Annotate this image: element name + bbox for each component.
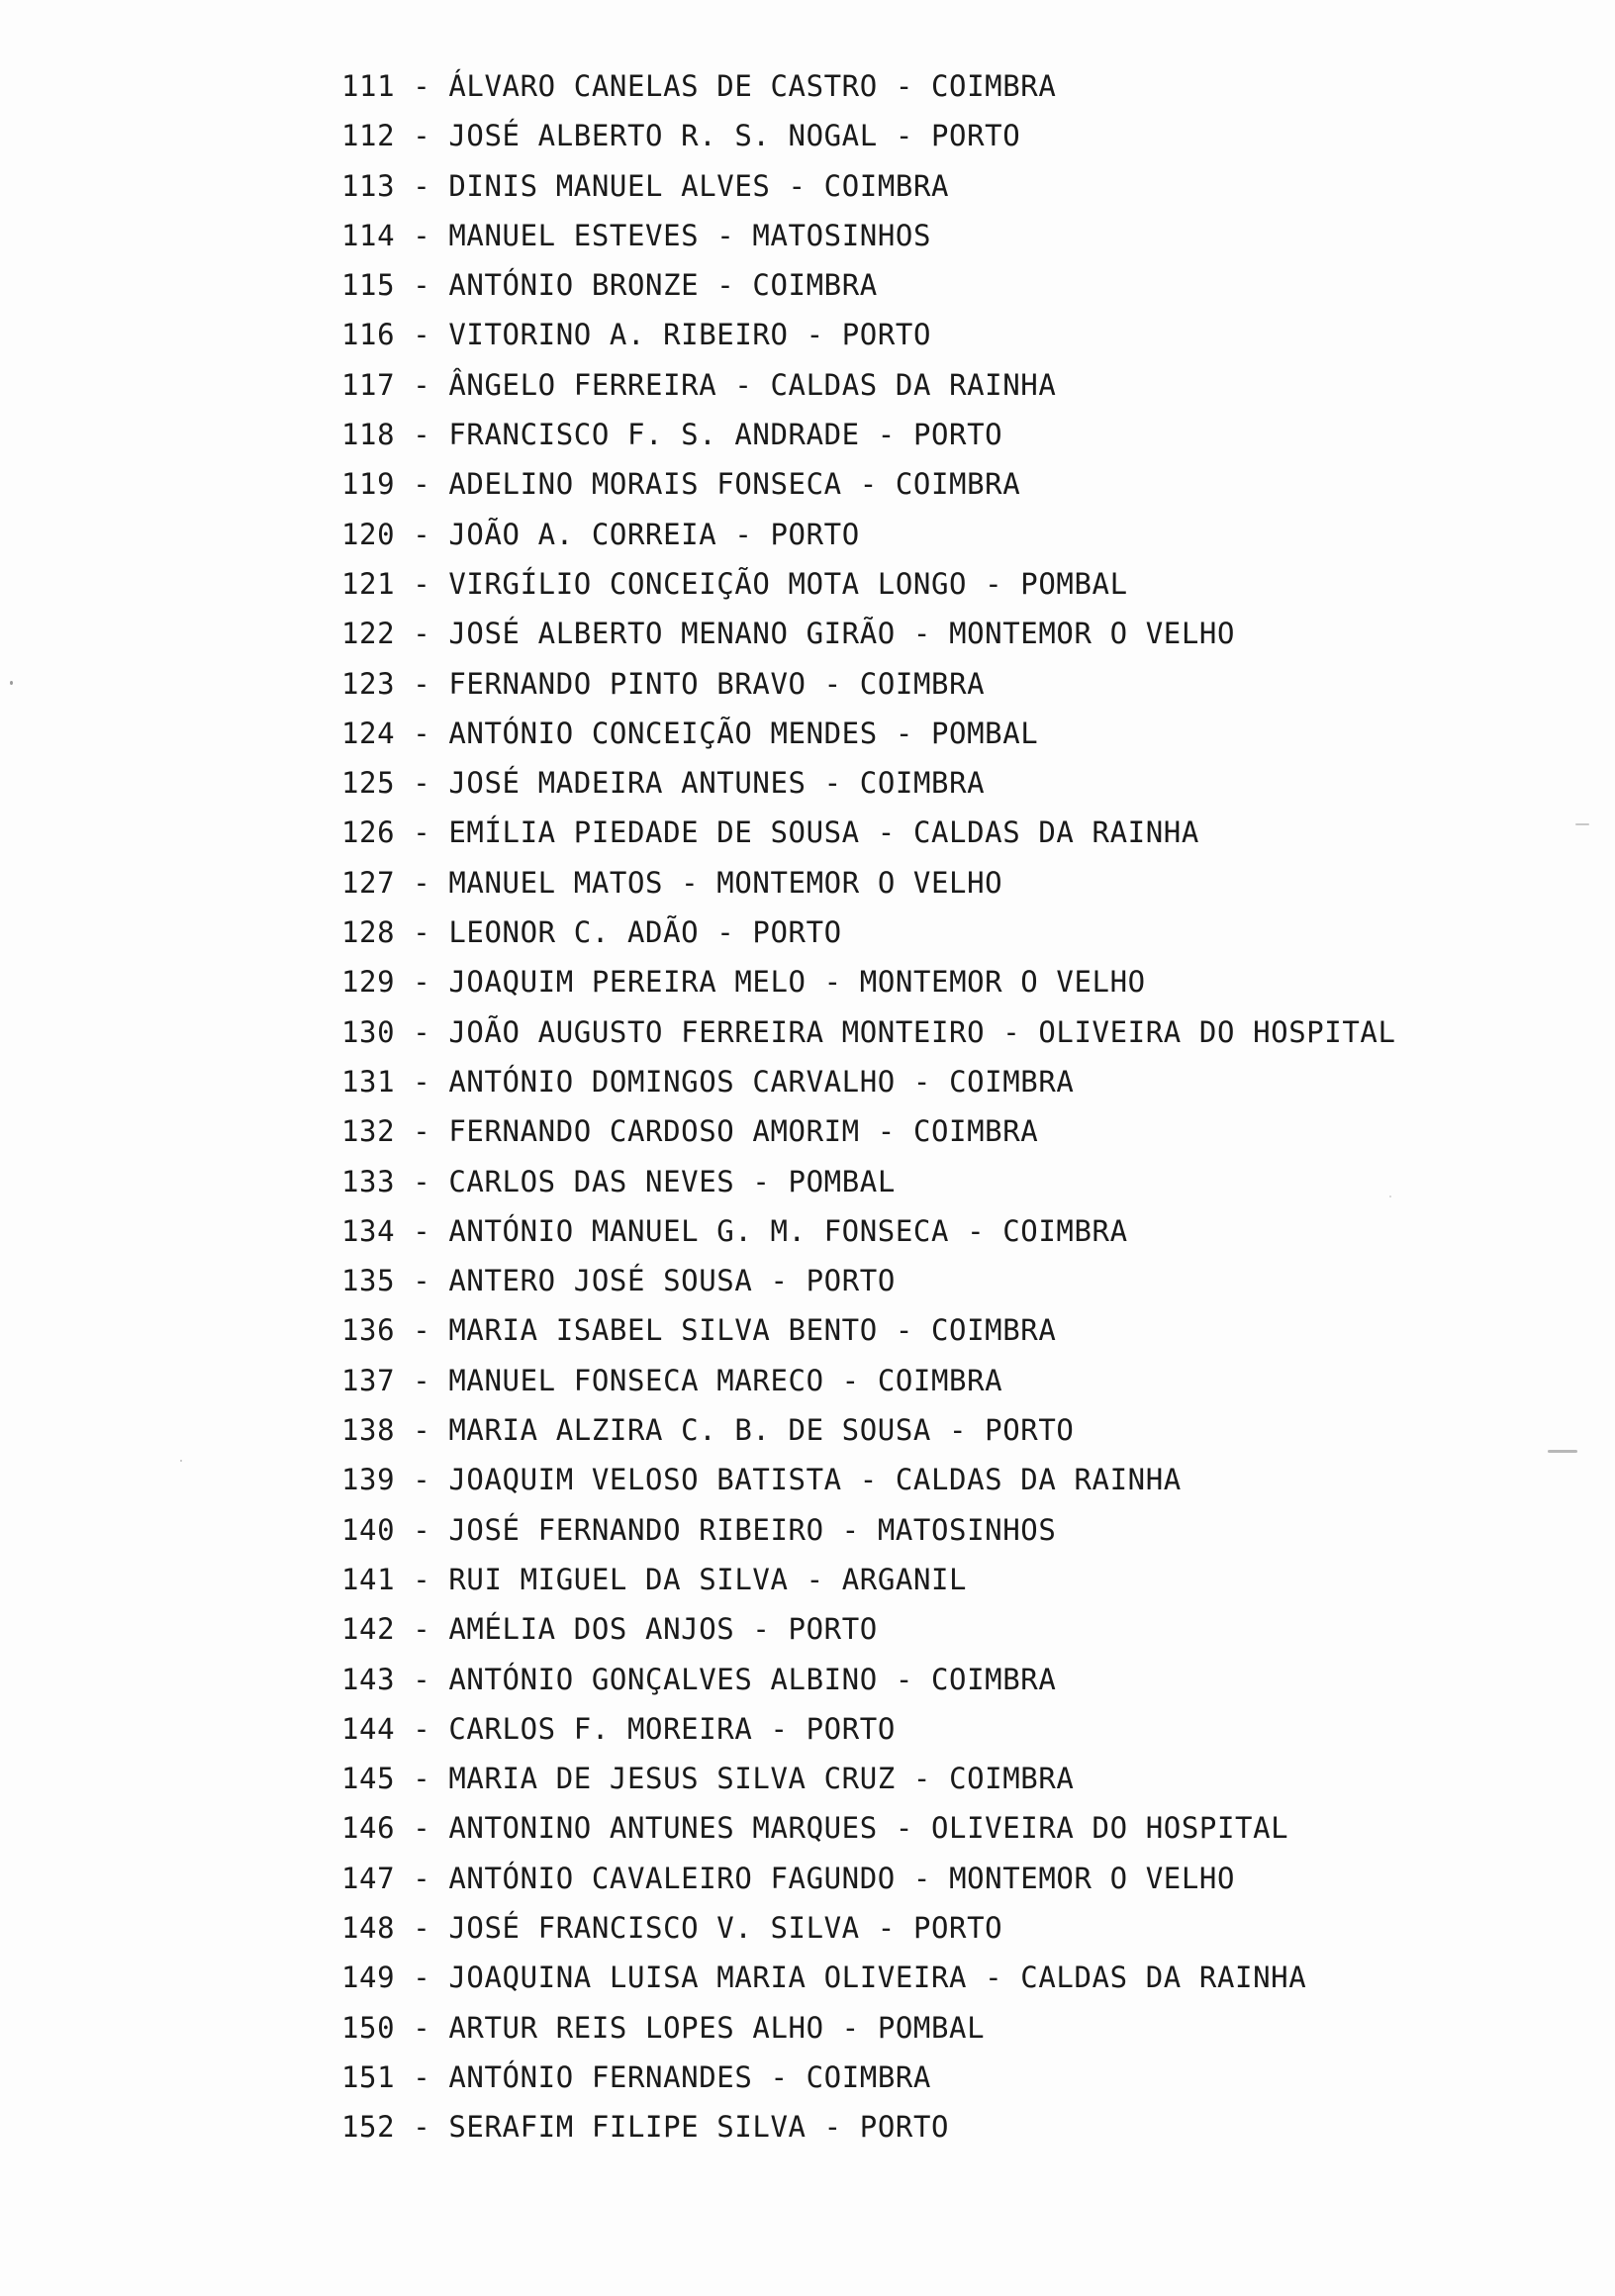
list-item <box>341 1356 1396 1405</box>
entry-city: COIMBRA <box>877 1363 1003 1397</box>
list-item <box>341 1106 1396 1156</box>
separator: - <box>806 666 860 701</box>
separator: - <box>716 517 771 551</box>
entry-name: JOAQUINA LUISA MARIA OLIVEIRA <box>448 1961 968 1995</box>
list-item <box>341 1455 1396 1504</box>
separator: - <box>395 1861 449 1895</box>
separator: - <box>752 1711 807 1746</box>
entry-number: 128 <box>341 915 396 950</box>
entry-name: MARIA DE JESUS SILVA CRUZ <box>448 1762 896 1796</box>
entry-number: 139 <box>341 1463 396 1497</box>
entry-city: PORTO <box>806 1711 896 1746</box>
list-item <box>341 211 1396 260</box>
entry-city: PORTO <box>788 1612 878 1647</box>
entry-name: MANUEL ESTEVES <box>448 218 700 252</box>
separator: - <box>895 617 950 651</box>
entry-name: CARLOS F. MOREIRA <box>448 1711 753 1746</box>
entry-number: 119 <box>341 467 396 502</box>
separator: - <box>395 418 449 452</box>
entry-number: 132 <box>341 1114 396 1149</box>
separator: - <box>395 268 449 303</box>
separator: - <box>395 517 449 551</box>
list-item <box>341 858 1396 908</box>
list-item <box>341 410 1396 459</box>
list-item <box>341 609 1396 658</box>
list-item <box>341 1157 1396 1206</box>
entry-city: MONTEMOR O VELHO <box>859 965 1146 1000</box>
separator: - <box>877 1811 931 1846</box>
entry-city: MONTEMOR O VELHO <box>949 617 1236 651</box>
separator: - <box>395 2010 449 2045</box>
entry-city: PORTO <box>985 1413 1075 1448</box>
entry-number: 144 <box>341 1711 396 1746</box>
entry-city: PORTO <box>806 1264 896 1298</box>
separator: - <box>895 1762 950 1796</box>
separator: - <box>806 766 860 801</box>
entry-name: EMÍLIA PIEDADE DE SOUSA <box>448 815 860 850</box>
entry-city: PORTO <box>912 418 1003 452</box>
entry-city: POMBAL <box>931 716 1039 750</box>
entry-number: 113 <box>341 168 396 203</box>
entry-number: 143 <box>341 1662 396 1696</box>
entry-number: 130 <box>341 1014 396 1049</box>
separator: - <box>395 1213 449 1248</box>
entry-name: ARTUR REIS LOPES ALHO <box>448 2010 824 2045</box>
entry-city: PORTO <box>859 2110 950 2145</box>
entry-city: COIMBRA <box>806 2059 931 2094</box>
entry-name: JOAQUIM PEREIRA MELO <box>448 965 807 1000</box>
entry-name: ANTÓNIO DOMINGOS CARVALHO <box>448 1064 896 1099</box>
entry-city: COIMBRA <box>752 268 878 303</box>
entry-number: 116 <box>341 318 396 352</box>
entry-city: PORTO <box>912 1910 1003 1945</box>
list-item <box>341 459 1396 509</box>
list-item <box>341 2003 1396 2053</box>
entry-number: 117 <box>341 367 396 402</box>
separator: - <box>877 119 931 153</box>
separator: - <box>788 1562 842 1596</box>
entry-number: 129 <box>341 965 396 1000</box>
entry-city: COIMBRA <box>931 1313 1057 1348</box>
list-item <box>341 957 1396 1006</box>
separator: - <box>395 168 449 203</box>
scan-speck <box>1389 1196 1391 1197</box>
entry-number: 118 <box>341 418 396 452</box>
separator: - <box>877 69 931 103</box>
separator: - <box>967 566 1021 601</box>
separator: - <box>395 2059 449 2094</box>
entry-number: 122 <box>341 617 396 651</box>
separator: - <box>395 716 449 750</box>
list-item <box>341 1305 1396 1355</box>
list-item <box>341 360 1396 410</box>
entry-number: 142 <box>341 1612 396 1647</box>
list-item <box>341 310 1396 359</box>
list-item <box>341 1405 1396 1455</box>
separator: - <box>877 1313 931 1348</box>
entry-city: COIMBRA <box>931 1662 1057 1696</box>
separator: - <box>395 1064 449 1099</box>
scan-speck <box>1548 1450 1577 1453</box>
entry-number: 149 <box>341 1961 396 1995</box>
separator: - <box>395 1363 449 1397</box>
separator: - <box>806 2110 860 2145</box>
separator: - <box>823 1363 878 1397</box>
separator: - <box>395 367 449 402</box>
entry-name: ANTÓNIO BRONZE <box>448 268 700 303</box>
scan-speck <box>180 1460 182 1462</box>
separator: - <box>716 367 771 402</box>
list-item <box>341 758 1396 808</box>
list-item <box>341 2053 1396 2102</box>
entry-city: PORTO <box>770 517 860 551</box>
separator: - <box>877 716 931 750</box>
separator: - <box>859 1910 913 1945</box>
entry-number: 127 <box>341 865 396 900</box>
entry-name: MANUEL FONSECA MARECO <box>448 1363 824 1397</box>
entry-number: 123 <box>341 666 396 701</box>
separator: - <box>395 666 449 701</box>
entry-number: 140 <box>341 1512 396 1547</box>
separator: - <box>395 1264 449 1298</box>
entry-name: ANTÓNIO FERNANDES <box>448 2059 753 2094</box>
separator: - <box>859 418 913 452</box>
separator: - <box>395 1662 449 1696</box>
list-item <box>341 559 1396 609</box>
separator: - <box>699 218 753 252</box>
entry-city: COIMBRA <box>931 69 1057 103</box>
separator: - <box>395 1164 449 1198</box>
separator: - <box>395 69 449 103</box>
list-item <box>341 161 1396 211</box>
entry-city: CALDAS DA RAINHA <box>1020 1961 1307 1995</box>
list-item <box>341 1007 1396 1057</box>
entry-name: JOSÉ ALBERTO R. S. NOGAL <box>448 119 878 153</box>
entry-name: ANTÓNIO CAVALEIRO FAGUNDO <box>448 1861 896 1895</box>
separator: - <box>877 1662 931 1696</box>
list-item <box>341 1256 1396 1305</box>
list-item <box>341 659 1396 709</box>
separator: - <box>395 218 449 252</box>
separator: - <box>395 766 449 801</box>
separator: - <box>395 119 449 153</box>
entry-name: AMÉLIA DOS ANJOS <box>448 1612 735 1647</box>
entry-name: JOSÉ FRANCISCO V. SILVA <box>448 1910 860 1945</box>
entry-name: VITORINO A. RIBEIRO <box>448 318 789 352</box>
entry-name: ANTONINO ANTUNES MARQUES <box>448 1811 878 1846</box>
separator: - <box>859 815 913 850</box>
list-item <box>341 1057 1396 1106</box>
separator: - <box>395 2110 449 2145</box>
entry-name: JOSÉ MADEIRA ANTUNES <box>448 766 807 801</box>
entry-city: PORTO <box>931 119 1021 153</box>
entry-number: 137 <box>341 1363 396 1397</box>
entry-name: JOÃO A. CORREIA <box>448 517 717 551</box>
entry-number: 124 <box>341 716 396 750</box>
entry-number: 131 <box>341 1064 396 1099</box>
separator: - <box>699 268 753 303</box>
entry-city: CALDAS DA RAINHA <box>895 1463 1182 1497</box>
separator: - <box>395 915 449 950</box>
entry-name: MARIA ISABEL SILVA BENTO <box>448 1313 878 1348</box>
separator: - <box>788 318 842 352</box>
entry-city: COIMBRA <box>1002 1213 1128 1248</box>
list-item <box>341 1903 1396 1953</box>
entry-number: 150 <box>341 2010 396 2045</box>
separator: - <box>823 1512 878 1547</box>
entry-number: 135 <box>341 1264 396 1298</box>
entry-city: MONTEMOR O VELHO <box>716 865 1003 900</box>
entry-city: ARGANIL <box>841 1562 968 1596</box>
list-item <box>341 1953 1396 2002</box>
list-item <box>341 1206 1396 1256</box>
entry-number: 121 <box>341 566 396 601</box>
entry-name: ANTERO JOSÉ SOUSA <box>448 1264 753 1298</box>
list-item <box>341 1754 1396 1803</box>
separator: - <box>895 1064 950 1099</box>
entry-number: 133 <box>341 1164 396 1198</box>
separator: - <box>395 1463 449 1497</box>
entry-name: FRANCISCO F. S. ANDRADE <box>448 418 860 452</box>
entry-city: COIMBRA <box>859 766 986 801</box>
separator: - <box>841 467 896 502</box>
entry-name: CARLOS DAS NEVES <box>448 1164 735 1198</box>
list-item <box>341 908 1396 957</box>
entry-number: 125 <box>341 766 396 801</box>
list-item <box>341 260 1396 310</box>
separator: - <box>395 1811 449 1846</box>
entry-number: 147 <box>341 1861 396 1895</box>
entry-name: ÂNGELO FERREIRA <box>448 367 717 402</box>
separator: - <box>395 467 449 502</box>
separator: - <box>395 1910 449 1945</box>
entry-city: CALDAS DA RAINHA <box>912 815 1199 850</box>
entry-number: 112 <box>341 119 396 153</box>
entry-number: 138 <box>341 1413 396 1448</box>
separator: - <box>395 1762 449 1796</box>
scan-speck <box>1575 823 1589 825</box>
separator: - <box>663 865 717 900</box>
entry-city: COIMBRA <box>859 666 986 701</box>
separator: - <box>395 1512 449 1547</box>
entry-name: ANTÓNIO MANUEL G. M. FONSECA <box>448 1213 950 1248</box>
entry-name: MARIA ALZIRA C. B. DE SOUSA <box>448 1413 931 1448</box>
separator: - <box>395 1711 449 1746</box>
members-list <box>341 61 1396 2152</box>
separator: - <box>395 815 449 850</box>
separator: - <box>841 1463 896 1497</box>
separator: - <box>985 1014 1039 1049</box>
entry-number: 114 <box>341 218 396 252</box>
list-item <box>341 1803 1396 1853</box>
entry-name: ÁLVARO CANELAS DE CASTRO <box>448 69 878 103</box>
entry-city: COIMBRA <box>949 1064 1075 1099</box>
entry-name: JOSÉ FERNANDO RIBEIRO <box>448 1512 824 1547</box>
entry-city: OLIVEIRA DO HOSPITAL <box>1038 1014 1396 1049</box>
entry-name: ADELINO MORAIS FONSECA <box>448 467 842 502</box>
separator: - <box>395 617 449 651</box>
entry-name: ANTÓNIO CONCEIÇÃO MENDES <box>448 716 878 750</box>
entry-name: JOAQUIM VELOSO BATISTA <box>448 1463 842 1497</box>
separator: - <box>395 965 449 1000</box>
separator: - <box>949 1213 1003 1248</box>
separator: - <box>895 1861 950 1895</box>
separator: - <box>930 1413 986 1448</box>
separator: - <box>770 168 824 203</box>
entry-number: 146 <box>341 1811 396 1846</box>
entry-number: 111 <box>341 69 396 103</box>
entry-city: PORTO <box>752 915 842 950</box>
separator: - <box>395 566 449 601</box>
entry-city: CALDAS DA RAINHA <box>770 367 1057 402</box>
separator: - <box>859 1114 913 1149</box>
entry-name: DINIS MANUEL ALVES <box>448 168 771 203</box>
entry-number: 115 <box>341 268 396 303</box>
separator: - <box>395 1114 449 1149</box>
entry-name: JOSÉ ALBERTO MENANO GIRÃO <box>448 617 896 651</box>
entry-name: ANTÓNIO GONÇALVES ALBINO <box>448 1662 878 1696</box>
entry-city: POMBAL <box>788 1164 896 1198</box>
entry-name: FERNANDO CARDOSO AMORIM <box>448 1114 860 1149</box>
separator: - <box>395 1014 449 1049</box>
entry-city: COIMBRA <box>823 168 950 203</box>
list-item <box>341 1704 1396 1754</box>
separator: - <box>395 1612 449 1647</box>
list-item <box>341 1555 1396 1604</box>
separator: - <box>823 2010 878 2045</box>
entry-number: 148 <box>341 1910 396 1945</box>
list-item <box>341 510 1396 559</box>
list-item <box>341 2102 1396 2152</box>
entry-city: POMBAL <box>1020 566 1128 601</box>
entry-city: OLIVEIRA DO HOSPITAL <box>931 1811 1289 1846</box>
list-item <box>341 1854 1396 1903</box>
entry-name: LEONOR C. ADÃO <box>448 915 700 950</box>
list-item <box>341 61 1396 111</box>
entry-name: SERAFIM FILIPE SILVA <box>448 2110 807 2145</box>
entry-number: 152 <box>341 2110 396 2145</box>
entry-city: COIMBRA <box>895 467 1021 502</box>
list-item <box>341 1505 1396 1555</box>
list-item <box>341 111 1396 160</box>
separator: - <box>395 318 449 352</box>
entry-name: VIRGÍLIO CONCEIÇÃO MOTA LONGO <box>448 566 968 601</box>
entry-city: MONTEMOR O VELHO <box>949 1861 1236 1895</box>
separator: - <box>734 1612 789 1647</box>
list-item <box>341 1604 1396 1654</box>
separator: - <box>734 1164 789 1198</box>
separator: - <box>752 2059 807 2094</box>
entry-number: 134 <box>341 1213 396 1248</box>
separator: - <box>395 1961 449 1995</box>
entry-name: MANUEL MATOS <box>448 865 664 900</box>
separator: - <box>395 1413 449 1448</box>
list-item <box>341 709 1396 758</box>
separator: - <box>395 1562 449 1596</box>
entry-name: RUI MIGUEL DA SILVA <box>448 1562 789 1596</box>
scan-speck <box>10 681 13 685</box>
entry-number: 120 <box>341 517 396 551</box>
separator: - <box>395 865 449 900</box>
entry-city: COIMBRA <box>912 1114 1039 1149</box>
entry-number: 136 <box>341 1313 396 1348</box>
entry-city: MATOSINHOS <box>752 218 932 252</box>
entry-number: 141 <box>341 1562 396 1596</box>
entry-city: PORTO <box>841 318 932 352</box>
entry-city: MATOSINHOS <box>877 1512 1057 1547</box>
entry-number: 126 <box>341 815 396 850</box>
entry-name: JOÃO AUGUSTO FERREIRA MONTEIRO <box>448 1014 986 1049</box>
separator: - <box>395 1313 449 1348</box>
separator: - <box>752 1264 807 1298</box>
separator: - <box>699 915 753 950</box>
separator: - <box>806 965 860 1000</box>
entry-number: 145 <box>341 1762 396 1796</box>
list-item <box>341 808 1396 857</box>
separator: - <box>967 1961 1021 1995</box>
entry-number: 151 <box>341 2059 396 2094</box>
list-item <box>341 1655 1396 1704</box>
entry-city: COIMBRA <box>949 1762 1075 1796</box>
entry-name: FERNANDO PINTO BRAVO <box>448 666 807 701</box>
entry-city: POMBAL <box>877 2010 986 2045</box>
